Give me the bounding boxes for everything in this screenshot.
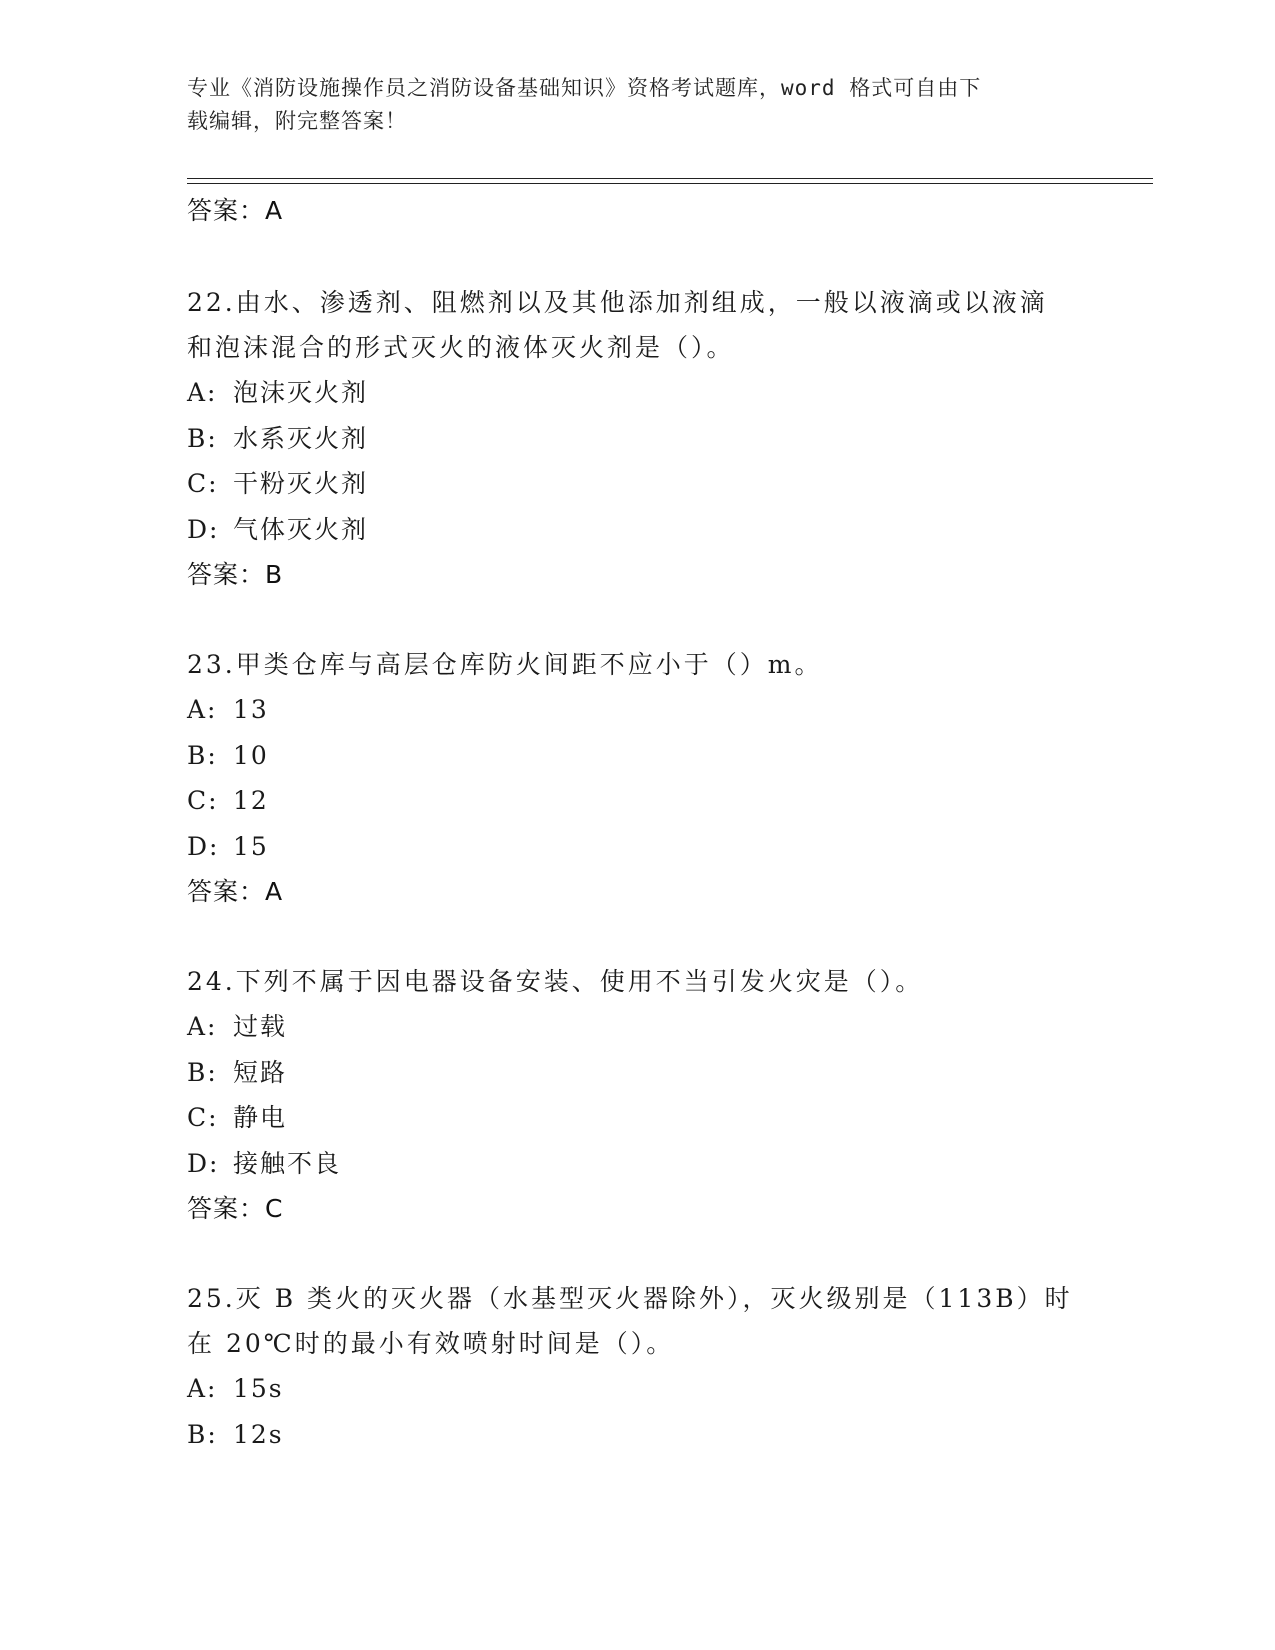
option-text: 泡沫灭火剂 xyxy=(233,378,369,407)
document-header xyxy=(187,72,1087,138)
option-item xyxy=(187,1366,1087,1412)
option-text: 短路 xyxy=(233,1057,288,1087)
option-letter: A: xyxy=(187,695,218,724)
option-text: 水系灭火剂 xyxy=(233,423,369,453)
question-text: 在 20℃时的最小有效喷射时间是（）。 xyxy=(187,1329,675,1358)
option-letter: A: xyxy=(187,1012,218,1041)
option-letter: D: xyxy=(187,1148,220,1178)
option-text: 15s xyxy=(233,1374,284,1403)
option-letter: C: xyxy=(187,786,219,815)
question-block xyxy=(187,1276,1087,1457)
question-block xyxy=(187,642,1087,914)
header-line-1: 专业《消防设施操作员之消防设备基础知识》资格考试题库，word 格式可自由下 xyxy=(187,76,982,100)
option-text: 12s xyxy=(233,1419,284,1449)
question-list xyxy=(187,280,1087,1502)
option-letter: C: xyxy=(187,1103,219,1132)
option-letter: B: xyxy=(187,1057,218,1087)
option-text: 干粉灭火剂 xyxy=(233,469,369,498)
option-letter: B: xyxy=(187,1419,218,1449)
question-text: 24.下列不属于因电器设备安装、使用不当引发火灾是（）。 xyxy=(187,967,924,996)
question-block xyxy=(187,959,1087,1231)
option-item xyxy=(187,416,1087,462)
option-item xyxy=(187,370,1087,416)
option-item xyxy=(187,1050,1087,1096)
answer-line: 答案：B xyxy=(187,560,284,589)
option-item xyxy=(187,1141,1087,1187)
option-text: 10 xyxy=(233,740,269,770)
option-letter: C: xyxy=(187,469,219,498)
option-item xyxy=(187,687,1087,733)
option-item xyxy=(187,824,1087,870)
option-letter: B: xyxy=(187,740,218,770)
option-text: 接触不良 xyxy=(233,1148,342,1178)
option-text: 13 xyxy=(233,695,269,724)
option-item xyxy=(187,507,1087,553)
header-divider-bottom xyxy=(187,183,1153,184)
option-item xyxy=(187,1412,1087,1458)
option-item xyxy=(187,733,1087,779)
option-item xyxy=(187,778,1087,824)
answer-line: 答案：A xyxy=(187,877,284,906)
document-page xyxy=(187,0,1157,1650)
option-letter: D: xyxy=(187,831,220,861)
option-text: 气体灭火剂 xyxy=(233,514,369,544)
header-divider-top xyxy=(187,178,1153,179)
option-letter: D: xyxy=(187,514,220,544)
answer-line: 答案：A xyxy=(187,196,284,225)
question-text: 22.由水、渗透剂、阻燃剂以及其他添加剂组成，一般以液滴或以液滴 xyxy=(187,288,1048,317)
header-line-2: 载编辑，附完整答案！ xyxy=(187,109,407,133)
option-letter: A: xyxy=(187,1374,218,1403)
question-text: 23.甲类仓库与高层仓库防火间距不应小于（）m。 xyxy=(187,650,823,679)
option-item xyxy=(187,1095,1087,1141)
answer-line: 答案：C xyxy=(187,1194,284,1223)
option-item xyxy=(187,1004,1087,1050)
option-text: 过载 xyxy=(233,1012,288,1041)
option-text: 静电 xyxy=(233,1103,288,1132)
option-letter: B: xyxy=(187,423,218,453)
question-text: 和泡沫混合的形式灭火的液体灭火剂是（）。 xyxy=(187,333,735,362)
option-text: 12 xyxy=(233,786,269,815)
option-text: 15 xyxy=(233,831,269,861)
option-letter: A: xyxy=(187,378,218,407)
question-block xyxy=(187,280,1087,597)
option-item xyxy=(187,461,1087,507)
question-text: 25.灭 B 类火的灭火器（水基型灭火器除外），灭火级别是（113B）时 xyxy=(187,1284,1073,1313)
